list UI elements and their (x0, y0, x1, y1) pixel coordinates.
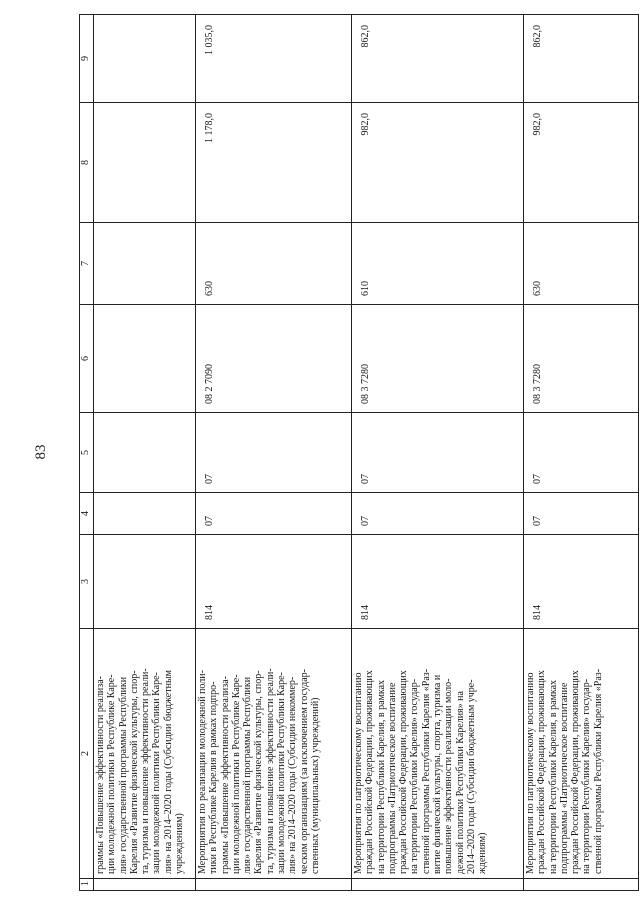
page-number: 83 (33, 444, 49, 460)
row-col-7: 630 (196, 223, 352, 305)
table-row (94, 15, 196, 891)
row-col-5 (94, 413, 196, 493)
row-col-9 (94, 15, 196, 103)
row-col-3: 814 (524, 535, 639, 629)
row-col-8: 1 178,0 (196, 103, 352, 223)
header-col-8: 8 (80, 103, 94, 223)
row-description: граммы «Повышение эффективности реализа- ции молодежной политики в Республике Каре- лия» государственной программы Республики Карелия «Развитие физической культуры, спор- та, туризма и повышение эффективности реали- зации молодежной политики Республики Каре- лия» на 2014–2020 годы (Субсидии бюджетным учреждениям) (94, 629, 196, 879)
row-col-1 (196, 879, 352, 891)
header-col-9: 9 (80, 15, 94, 103)
row-col-1 (352, 879, 524, 891)
budget-table (79, 14, 639, 891)
row-col-4: 07 (524, 493, 639, 535)
row-col-3: 814 (196, 535, 352, 629)
header-col-3: 3 (80, 535, 94, 629)
row-col-9: 1 035,0 (196, 15, 352, 103)
row-description: Мероприятия по патриотическому воспитанию граждан Российской Федерации, проживающих на территории Республики Карелия, в рамках подпрограммы «Патриотическое воспитание граждан Российской Федерации, проживающих на территории Республики Карелия» государ- ственной программы Республики Карелия «Раз- витие физической культуры, спорта, туризма и повышение эффективности реализации моло- дежной политики Республики Карелия» на 2014–2020 годы (Субсидии бюджетным учре- ждениям) (352, 629, 524, 879)
row-col-7 (94, 223, 196, 305)
row-col-1 (524, 879, 639, 891)
table-body (94, 15, 639, 891)
row-col-1 (94, 879, 196, 891)
row-col-5: 07 (196, 413, 352, 493)
row-col-6: 08 3 7280 (524, 305, 639, 413)
header-col-6: 6 (80, 305, 94, 413)
row-description: Мероприятия по патриотическому воспитанию граждан Российской Федерации, проживающих на территории Республики Карелия, в рамках подпрограммы «Патриотическое воспитание граждан Российской Федерации, проживающих на территории Республики Карелия» государ- ственной программы Республики Карелия «Раз- (524, 629, 639, 879)
row-col-3: 814 (352, 535, 524, 629)
row-col-9: 862,0 (352, 15, 524, 103)
header-col-2: 2 (80, 629, 94, 879)
row-col-5: 07 (524, 413, 639, 493)
header-row (80, 15, 94, 891)
row-col-6: 08 2 7090 (196, 305, 352, 413)
row-col-8 (94, 103, 196, 223)
header-col-7: 7 (80, 223, 94, 305)
row-col-5: 07 (352, 413, 524, 493)
row-col-4: 07 (196, 493, 352, 535)
row-col-7: 610 (352, 223, 524, 305)
row-description: Мероприятия по реализации молодежной поли- тики в Республике Карелия в рамках подпро- граммы «Повышение эффективности реализа- ции молодежной политики в Республике Каре- лия» государственной программы Республики Карелия «Развитие физической культуры, спор- та, туризма и повышение эффективности реали- зации молодежной политики Республики Каре- лия» на 2014–2020 годы (Субсидии некоммер- ческим организациям (за исключением государ- ственных (муниципальных) учреждений) (196, 629, 352, 879)
table-row (524, 15, 639, 891)
table-row (196, 15, 352, 891)
row-col-8: 982,0 (352, 103, 524, 223)
table-row (352, 15, 524, 891)
header-col-4: 4 (80, 493, 94, 535)
row-col-8: 982,0 (524, 103, 639, 223)
header-col-5: 5 (80, 413, 94, 493)
header-col-1: 1 (80, 879, 94, 891)
row-col-6: 08 3 7280 (352, 305, 524, 413)
rotated-page-content (79, 15, 639, 891)
row-col-6 (94, 305, 196, 413)
row-col-7: 630 (524, 223, 639, 305)
row-col-3 (94, 535, 196, 629)
row-col-4 (94, 493, 196, 535)
row-col-4: 07 (352, 493, 524, 535)
row-col-9: 862,0 (524, 15, 639, 103)
